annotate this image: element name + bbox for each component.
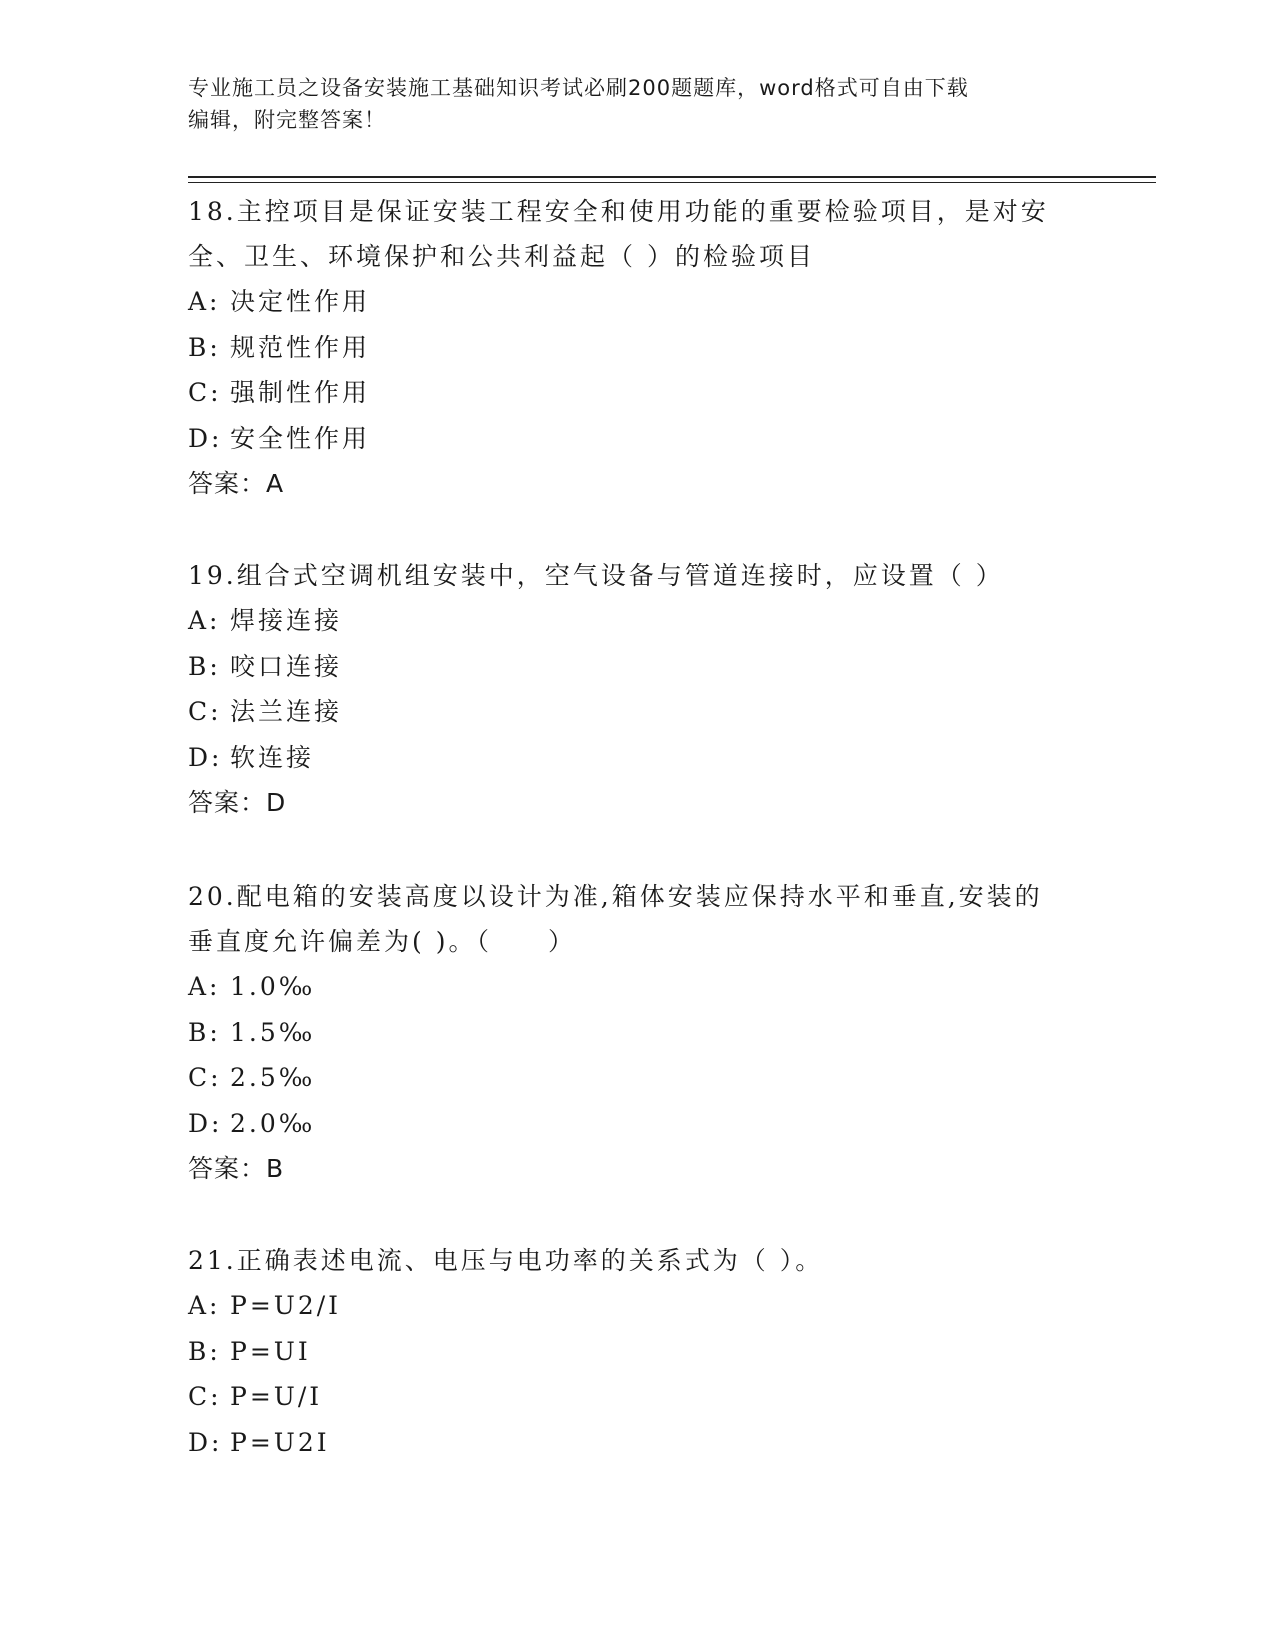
question-stem-continued: 垂直度允许偏差为( )。（ ） bbox=[188, 927, 576, 956]
option-letter: A: bbox=[188, 972, 221, 1001]
question-stem-continued: 全、卫生、环境保护和公共利益起（ ）的检验项目 bbox=[188, 242, 815, 271]
option-text: 2.5‰ bbox=[230, 1063, 316, 1092]
option-text: 1.0‰ bbox=[230, 972, 316, 1001]
header-line-1: 专业施工员之设备安装施工基础知识考试必刷200题题库，word格式可自由下载 bbox=[188, 76, 969, 100]
option-text: 1.5‰ bbox=[230, 1017, 316, 1047]
option-text: P=U2I bbox=[230, 1427, 330, 1457]
option-letter: B: bbox=[188, 651, 221, 681]
option-text: 强制性作用 bbox=[230, 378, 371, 407]
question-19 bbox=[188, 553, 1088, 826]
option-c bbox=[188, 370, 1088, 416]
option-a bbox=[188, 279, 1088, 325]
option-letter: A: bbox=[188, 1291, 221, 1320]
option-d bbox=[188, 1101, 1088, 1147]
question-stem: 20.配电箱的安装高度以设计为准,箱体安装应保持水平和垂直,安装的 bbox=[188, 882, 1043, 911]
header-divider-thick bbox=[188, 176, 1156, 178]
option-text: 咬口连接 bbox=[230, 651, 343, 681]
option-letter: B: bbox=[188, 1336, 221, 1366]
answer-line: 答案：B bbox=[188, 1154, 285, 1183]
option-text: 焊接连接 bbox=[230, 606, 343, 635]
document-header bbox=[188, 72, 1088, 136]
option-letter: D: bbox=[188, 1108, 223, 1138]
option-d bbox=[188, 1420, 1088, 1466]
option-c bbox=[188, 1055, 1088, 1101]
option-a bbox=[188, 964, 1088, 1010]
question-18 bbox=[188, 189, 1088, 507]
option-text: P=UI bbox=[230, 1336, 311, 1366]
option-letter: D: bbox=[188, 423, 223, 453]
option-letter: B: bbox=[188, 1017, 221, 1047]
option-text: P=U/I bbox=[230, 1382, 323, 1411]
option-letter: C: bbox=[188, 1382, 222, 1411]
option-text: 决定性作用 bbox=[230, 287, 371, 316]
question-21 bbox=[188, 1238, 1088, 1465]
option-letter: D: bbox=[188, 1427, 223, 1457]
option-text: 法兰连接 bbox=[230, 697, 343, 726]
option-b bbox=[188, 644, 1088, 690]
question-stem: 19.组合式空调机组安装中，空气设备与管道连接时，应设置（ ） bbox=[188, 561, 1004, 590]
option-letter: A: bbox=[188, 606, 221, 635]
option-letter: B: bbox=[188, 332, 221, 362]
option-c bbox=[188, 689, 1088, 735]
option-text: 2.0‰ bbox=[230, 1108, 316, 1138]
option-d bbox=[188, 735, 1088, 781]
question-stem: 21.正确表述电流、电压与电功率的关系式为（ ）。 bbox=[188, 1246, 824, 1275]
question-20 bbox=[188, 874, 1088, 1192]
option-b bbox=[188, 1329, 1088, 1375]
option-b bbox=[188, 325, 1088, 371]
option-c bbox=[188, 1374, 1088, 1420]
option-letter: C: bbox=[188, 378, 222, 407]
header-line-2: 编辑，附完整答案！ bbox=[188, 108, 386, 132]
option-b bbox=[188, 1010, 1088, 1056]
option-text: 软连接 bbox=[230, 742, 315, 772]
option-d bbox=[188, 416, 1088, 462]
option-letter: C: bbox=[188, 1063, 222, 1092]
option-letter: C: bbox=[188, 697, 222, 726]
option-a bbox=[188, 598, 1088, 644]
option-text: 规范性作用 bbox=[230, 332, 371, 362]
option-text: 安全性作用 bbox=[230, 423, 371, 453]
answer-line: 答案：D bbox=[188, 788, 287, 817]
option-text: P=U2/I bbox=[230, 1291, 342, 1320]
option-a bbox=[188, 1283, 1088, 1329]
question-stem: 18.主控项目是保证安装工程安全和使用功能的重要检验项目，是对安 bbox=[188, 197, 1049, 226]
option-letter: A: bbox=[188, 287, 221, 316]
answer-line: 答案：A bbox=[188, 469, 285, 498]
option-letter: D: bbox=[188, 742, 223, 772]
header-divider-thin bbox=[188, 182, 1156, 183]
